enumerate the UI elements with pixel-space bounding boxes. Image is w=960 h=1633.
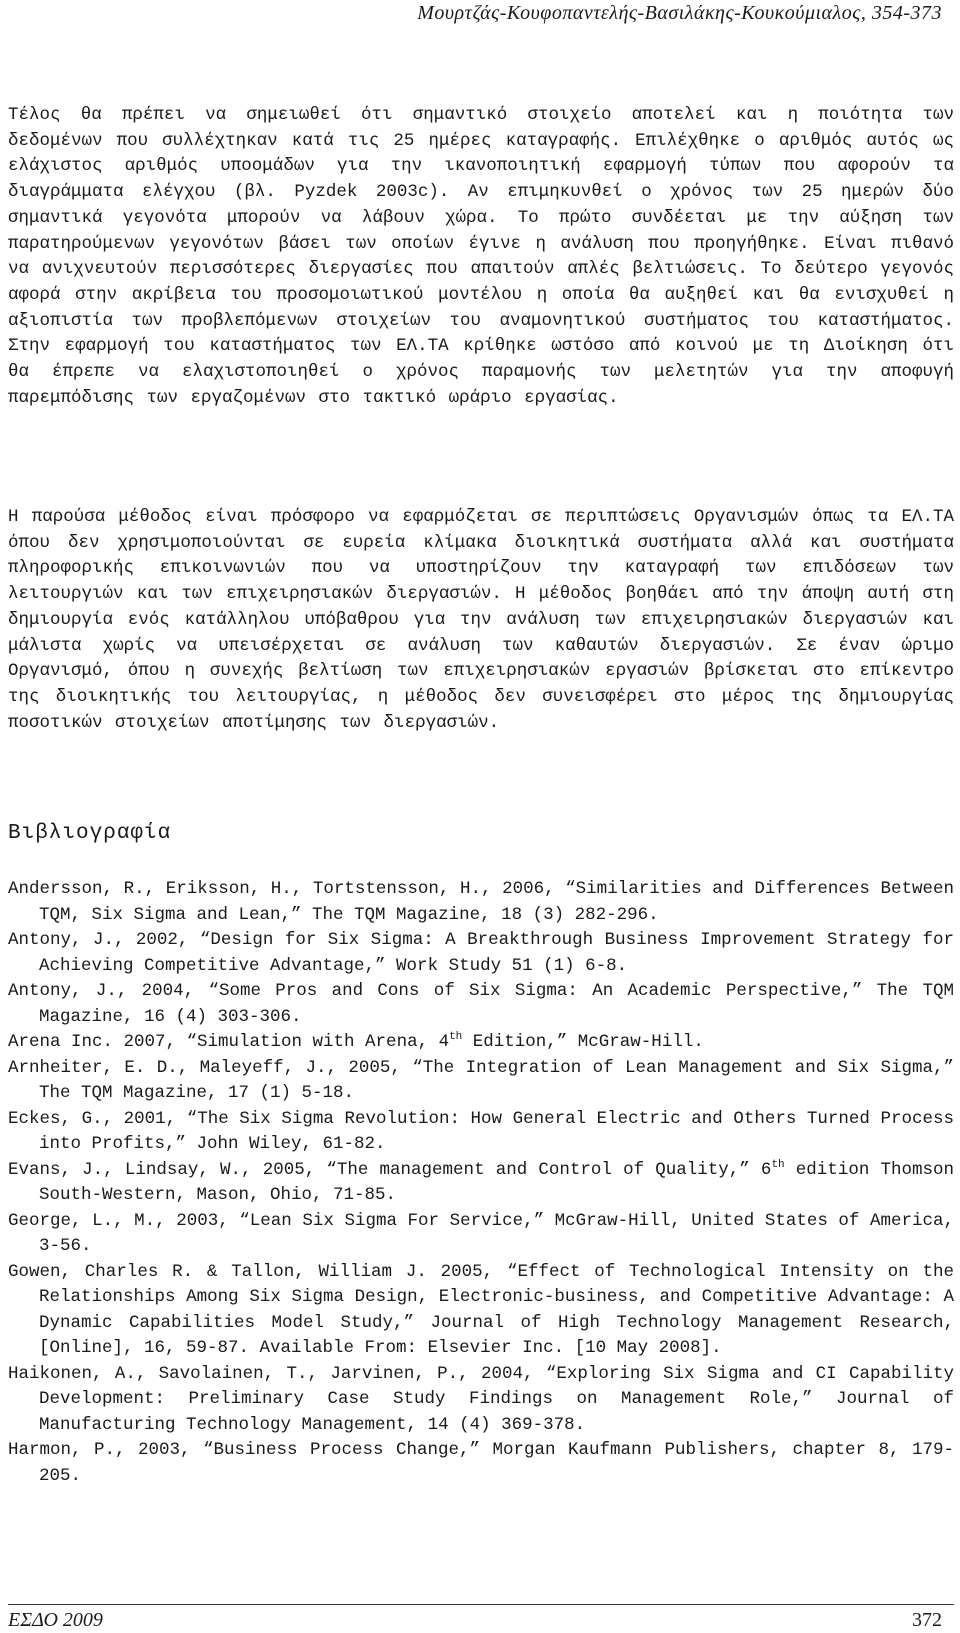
footer-journal: ΕΣΔΟ 2009 xyxy=(8,1609,103,1631)
reference-item: Antony, J., 2004, “Some Pros and Cons of Six Sigma: An Academic Perspective,” The TQM Magazine, 16 (4) 303-306. xyxy=(8,981,954,1027)
reference-item: Harmon, P., 2003, “Business Process Change,” Morgan Kaufmann Publishers, chapter 8, 179-205. xyxy=(8,1440,954,1486)
reference-item: Gowen, Charles R. & Tallon, William J. 2005, “Effect of Technological Intensity on the Relationships Among Six Sigma Design, Electronic-business, and Competitive Advantage: A Dynamic Capabilities Model Study,” Journal of High Technology Management Research, [Online], 16, 59-87. Available From: Elsevier Inc. [10 May 2008]. xyxy=(8,1261,954,1358)
page-number: 372 xyxy=(912,1609,942,1631)
body-paragraph-2: Η παρούσα μέθοδος είναι πρόσφορο να εφαρμόζεται σε περιπτώσεις Οργανισμών όπως τα ΕΛ.ΤΑ όπου δεν χρησιμοποιούνται σε ευρεία κλίμακα διοικητικά συστήματα αλλά και συστήματα πληροφορικής επικοινωνιών που να υποστηρίζουν την καταγραφή των επιδόσεων των λειτουργιών και των επιχειρησιακών διεργασιών. Η μέθοδος βοηθάει από την άποψη αυτή στη δημιουργία ενός κατάλληλου υπόβαθρου για την ανάλυση των επιχειρησιακών διεργασιών και μάλιστα χωρίς να υπεισέρχεται σε ανάλυση των καθαυτών διεργασιών. Σε έναν ώριμο Οργανισμό, όπου η συνεχής βελτίωση των επιχειρησιακών εργασιών βρίσκεται στο επίκεντρο της διοικητικής του λειτουργίας, η μέθοδος δεν συνεισφέρει στο μέρος της δημιουργίας ποσοτικών στοιχείων αποτίμησης των διεργασιών. xyxy=(8,507,954,733)
reference-superscript: th xyxy=(771,1158,785,1171)
footer-rule xyxy=(8,1604,954,1605)
reference-item: Haikonen, A., Savolainen, T., Jarvinen, P., 2004, “Exploring Six Sigma and CI Capability Development: Preliminary Case Study Findings on Management Role,” Journal of Manufacturing Technology Management, 14 (4) 369-378. xyxy=(8,1363,954,1435)
reference-item: Antony, J., 2002, “Design for Six Sigma: A Breakthrough Business Improvement Strategy for Achieving Competitive Advantage,” Work Study 51 (1) 6-8. xyxy=(8,930,954,976)
reference-item xyxy=(8,1030,954,1056)
reference-list xyxy=(8,877,954,1489)
reference-text: edition Thomson South-Western, Mason, Ohio, 71-85. xyxy=(39,1159,954,1205)
reference-item: Arnheiter, E. D., Maleyeff, J., 2005, “The Integration of Lean Management and Six Sigma,” The TQM Magazine, 17 (1) 5-18. xyxy=(8,1057,954,1103)
reference-item: George, L., M., 2003, “Lean Six Sigma For Service,” McGraw-Hill, United States of America, 3-56. xyxy=(8,1210,954,1256)
reference-superscript: th xyxy=(449,1031,463,1044)
reference-text: Evans, J., Lindsay, W., 2005, “The management and Control of Quality,” 6 xyxy=(8,1159,772,1180)
reference-item: Eckes, G., 2001, “The Six Sigma Revolution: How General Electric and Others Turned Process into Profits,” John Wiley, 61-82. xyxy=(8,1108,954,1154)
reference-item: Andersson, R., Eriksson, H., Tortstensson, H., 2006, “Similarities and Differences Between TQM, Six Sigma and Lean,” The TQM Magazine, 18 (3) 282-296. xyxy=(8,879,954,925)
body-paragraph-1: Τέλος θα πρέπει να σημειωθεί ότι σημαντικό στοιχείο αποτελεί και η ποιότητα των δεδομένων που συλλέχτηκαν κατά τις 25 ημέρες καταγραφής. Επιλέχθηκε ο αριθμός αυτός ως ελάχιστος αριθμός υποομάδων για την ικανοποιητική εφαρμογή τύπων που αφορούν τα διαγράμματα ελέγχου (βλ. Pyzdek 2003c). Αν επιμηκυνθεί ο χρόνος των 25 ημερών δύο σημαντικά γεγονότα μπορούν να λάβουν χώρα. Το πρώτο συνδέεται με την αύξηση των παρατηρούμενων γεγονότων βάσει των οποίων έγινε η ανάλυση που προηγήθηκε. Είναι πιθανό να ανιχνευτούν περισσότερες διεργασίες που απαιτούν απλές βελτιώσεις. Το δεύτερο γεγονός αφορά στην ακρίβεια του προσομοιωτικού μοντέλου η οποία θα αυξηθεί και θα ενισχυθεί η αξιοπιστία των προβλεπόμενων στοιχείων του αναμονητικού συστήματος του καταστήματος. Στην εφαρμογή του καταστήματος των ΕΛ.ΤΑ κρίθηκε ωστόσο από κοινού με τη Διοίκηση ότι θα έπρεπε να ελαχιστοποιηθεί ο χρόνος παραμονής των μελετητών για την αποφυγή παρεμπόδισης των εργαζομένων στο τακτικό ωράριο εργασίας. xyxy=(8,105,954,408)
bibliography-heading: Βιβλιογραφία xyxy=(8,822,172,845)
reference-text: Edition,” McGraw-Hill. xyxy=(462,1032,704,1052)
reference-item xyxy=(8,1158,954,1209)
reference-text: Arena Inc. 2007, “Simulation with Arena, 4 xyxy=(8,1032,450,1052)
running-header: Μουρτζάς-Κουφοπαντελής-Βασιλάκης-Κουκούμιαλος, 354-373 xyxy=(417,2,942,24)
